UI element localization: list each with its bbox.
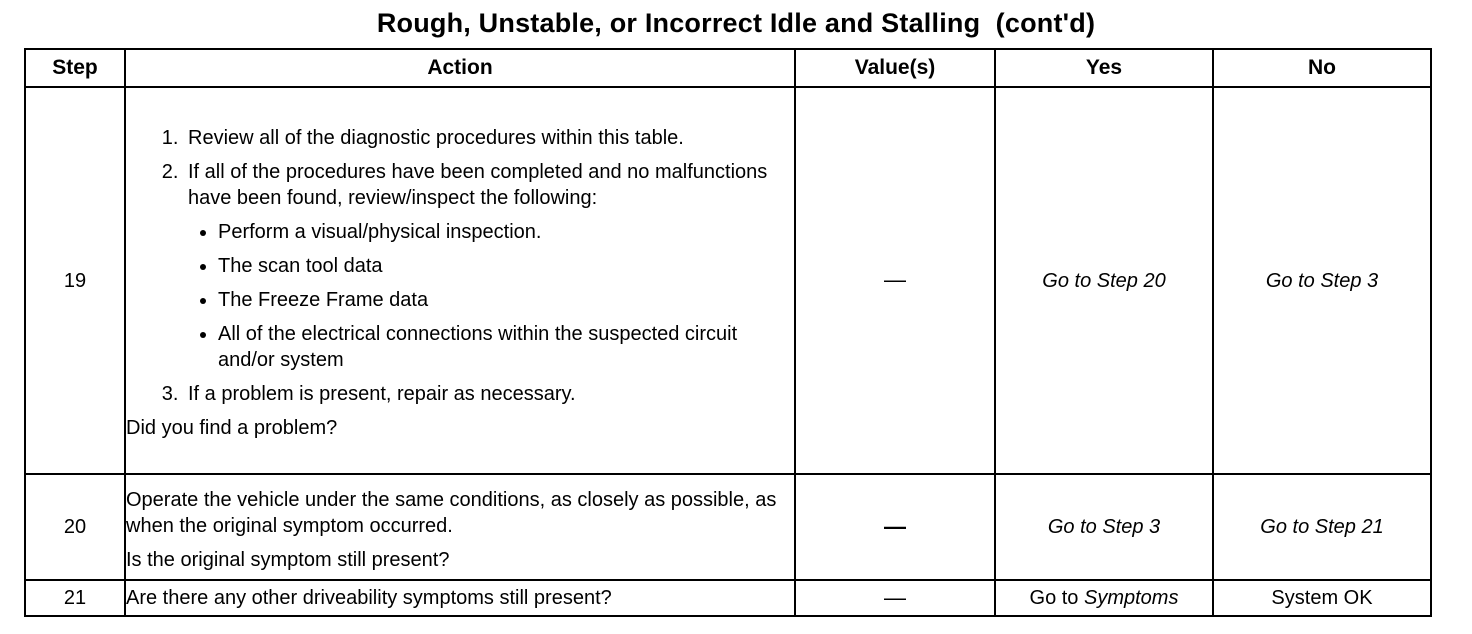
- yes-cell: [995, 580, 1213, 616]
- value-dash: —: [884, 513, 906, 539]
- yes-goto-link[interactable]: Go to Step 20: [1042, 269, 1166, 292]
- bullet-item: • The Freeze Frame data: [218, 287, 794, 313]
- value-cell: [795, 580, 995, 616]
- step-number: 19: [25, 87, 125, 474]
- yes-goto-link[interactable]: Go to Step 3: [1047, 516, 1161, 538]
- table-header-row: [25, 49, 1431, 87]
- no-cell: [1213, 474, 1431, 580]
- action-question: Did you find a problem?: [126, 416, 338, 439]
- value-dash: —: [884, 584, 906, 610]
- no-goto-link[interactable]: Go to Step 3: [1265, 269, 1379, 292]
- yes-cell: [995, 474, 1213, 580]
- column-header-yes: Yes: [995, 49, 1213, 87]
- table-row-step-19: [25, 87, 1431, 474]
- action-step-text: If all of the procedures have been completed and no malfunctions have been found, review/inspect the following:: [188, 160, 768, 209]
- no-goto-link[interactable]: Go to Step 21: [1260, 516, 1384, 538]
- action-question: Is the original symptom still present?: [126, 549, 450, 571]
- inspection-bullet-list: [188, 219, 794, 373]
- action-cell: [125, 87, 795, 474]
- symptoms-link[interactable]: Symptoms: [1084, 587, 1179, 609]
- step-number: 21: [25, 580, 125, 616]
- value-cell: [795, 474, 995, 580]
- table-row-step-20: [25, 474, 1431, 580]
- yes-cell: [995, 87, 1213, 474]
- bullet-item: • All of the electrical connections within the suspected circuit and/or system: [218, 321, 794, 373]
- system-ok-text: System OK: [1271, 587, 1373, 609]
- table-row-step-21: [25, 580, 1431, 616]
- yes-goto-link[interactable]: [1030, 587, 1179, 609]
- action-cell: [125, 580, 795, 616]
- value-cell: [795, 87, 995, 474]
- bullet-item: • Perform a visual/physical inspection.: [218, 219, 794, 245]
- action-cell: [125, 474, 795, 580]
- bullet-item: • The scan tool data: [218, 253, 794, 279]
- column-header-no: No: [1213, 49, 1431, 87]
- step-number: 20: [25, 474, 125, 580]
- action-steps-list: [126, 125, 794, 407]
- action-step: [184, 125, 794, 151]
- column-header-values: Value(s): [795, 49, 995, 87]
- action-step-text: Review all of the diagnostic procedures within this table.: [188, 126, 684, 149]
- action-instruction: Operate the vehicle under the same conditions, as closely as possible, as when the original symptom occurred.: [126, 489, 777, 537]
- column-header-step: Step: [25, 49, 125, 87]
- page-title: Rough, Unstable, or Incorrect Idle and Stalling (cont'd): [376, 8, 1096, 38]
- action-step-text: If a problem is present, repair as necessary.: [188, 382, 576, 405]
- column-header-action: Action: [125, 49, 795, 87]
- action-question: Are there any other driveability symptoms still present?: [126, 587, 612, 609]
- action-step: [184, 381, 794, 407]
- no-cell: [1213, 580, 1431, 616]
- yes-goto-prefix: Go to: [1029, 587, 1084, 609]
- diagnostic-table: [24, 48, 1432, 617]
- action-step: [184, 159, 794, 373]
- no-cell: [1213, 87, 1431, 474]
- value-dash: —: [884, 267, 906, 293]
